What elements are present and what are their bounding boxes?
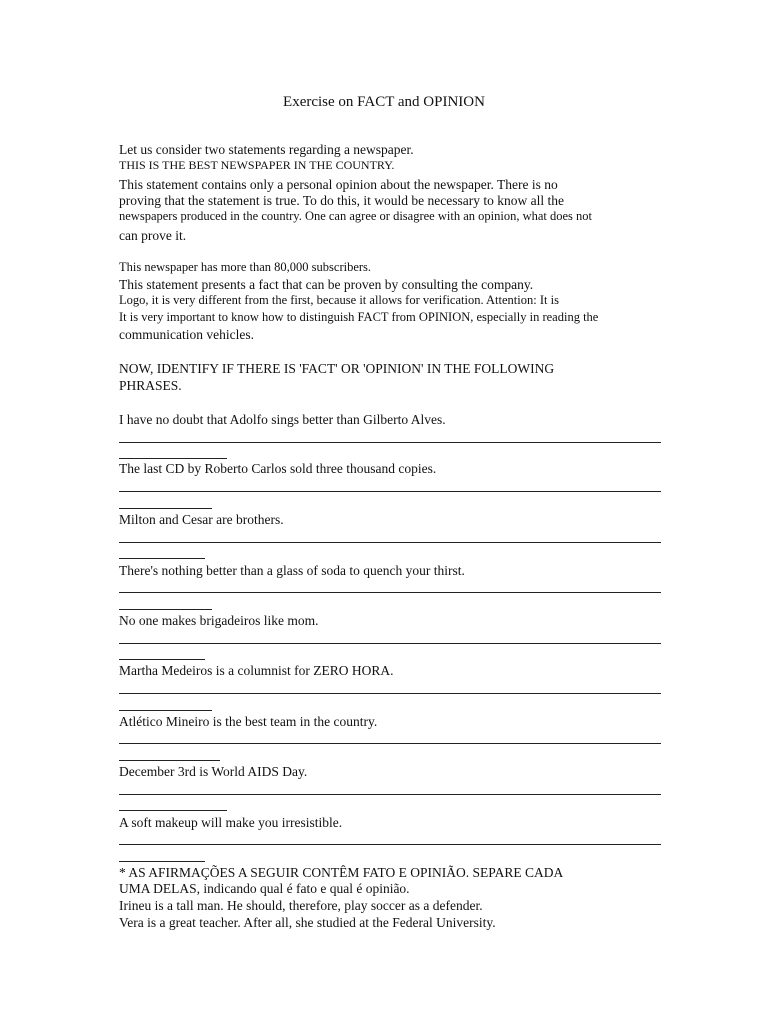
answer-line-4-continued[interactable] xyxy=(119,609,212,610)
final-statement-2: Vera is a great teacher. After all, she studied at the Federal University. xyxy=(119,915,496,930)
phrase-6: Martha Medeiros is a columnist for ZERO HORA. xyxy=(119,663,394,678)
fact-example: This newspaper has more than 80,000 subscribers. xyxy=(119,260,372,274)
fact-explanation-4: communication vehicles. xyxy=(119,327,254,342)
phrase-4: There's nothing better than a glass of soda to quench your thirst. xyxy=(119,563,465,578)
intro-opinion-example: THIS IS THE BEST NEWSPAPER IN THE COUNTRY. xyxy=(119,158,395,172)
phrase-8: December 3rd is World AIDS Day. xyxy=(119,764,308,779)
fact-explanation-1: This statement presents a fact that can be proven by consulting the company. xyxy=(119,277,534,292)
phrase-3: Milton and Cesar are brothers. xyxy=(119,512,284,527)
instruction-line-2: PHRASES. xyxy=(119,378,182,393)
intro-line-6: can prove it. xyxy=(119,228,187,243)
answer-line-6[interactable] xyxy=(119,693,661,694)
fact-explanation-3: It is very important to know how to distinguish FACT from OPINION, especially in reading the xyxy=(119,310,599,324)
answer-line-7[interactable] xyxy=(119,743,661,744)
answer-line-5[interactable] xyxy=(119,643,661,644)
phrase-9: A soft makeup will make you irresistible. xyxy=(119,815,343,830)
intro-line-1: Let us consider two statements regarding a newspaper. xyxy=(119,142,414,157)
answer-line-6-continued[interactable] xyxy=(119,710,212,711)
answer-line-7-continued[interactable] xyxy=(119,760,220,761)
page-title: Exercise on FACT and OPINION xyxy=(283,94,485,110)
answer-line-3-continued[interactable] xyxy=(119,558,205,559)
phrase-5: No one makes brigadeiros like mom. xyxy=(119,613,319,628)
answer-line-2[interactable] xyxy=(119,491,661,492)
intro-line-5: newspapers produced in the country. One can agree or disagree with an opinion, what does not xyxy=(119,209,592,223)
intro-line-4: proving that the statement is true. To do this, it would be necessary to know all the xyxy=(119,193,564,208)
instruction-line-1: NOW, IDENTIFY IF THERE IS 'FACT' OR 'OPINION' IN THE FOLLOWING xyxy=(119,361,555,376)
answer-line-9-continued[interactable] xyxy=(119,861,205,862)
answer-line-4[interactable] xyxy=(119,592,661,593)
final-instruction-1: * AS AFIRMAÇÕES A SEGUIR CONTÊM FATO E OPINIÃO. SEPARE CADA xyxy=(119,865,564,880)
answer-line-5-continued[interactable] xyxy=(119,659,205,660)
phrase-2: The last CD by Roberto Carlos sold three thousand copies. xyxy=(119,461,437,476)
answer-line-9[interactable] xyxy=(119,844,661,845)
answer-line-2-continued[interactable] xyxy=(119,508,212,509)
phrase-1: I have no doubt that Adolfo sings better than Gilberto Alves. xyxy=(119,412,446,427)
answer-line-3[interactable] xyxy=(119,542,661,543)
phrase-7: Atlético Mineiro is the best team in the country. xyxy=(119,714,378,729)
intro-line-3: This statement contains only a personal opinion about the newspaper. There is no xyxy=(119,177,558,192)
final-statement-1: Irineu is a tall man. He should, therefore, play soccer as a defender. xyxy=(119,898,483,913)
answer-line-8-continued[interactable] xyxy=(119,810,227,811)
fact-explanation-2: Logo, it is very different from the first, because it allows for verification. Attention: It is xyxy=(119,293,559,307)
answer-line-1[interactable] xyxy=(119,442,661,443)
answer-line-8[interactable] xyxy=(119,794,661,795)
final-instruction-2: UMA DELAS, indicando qual é fato e qual é opinião. xyxy=(119,881,410,896)
answer-line-1-continued[interactable] xyxy=(119,458,227,459)
